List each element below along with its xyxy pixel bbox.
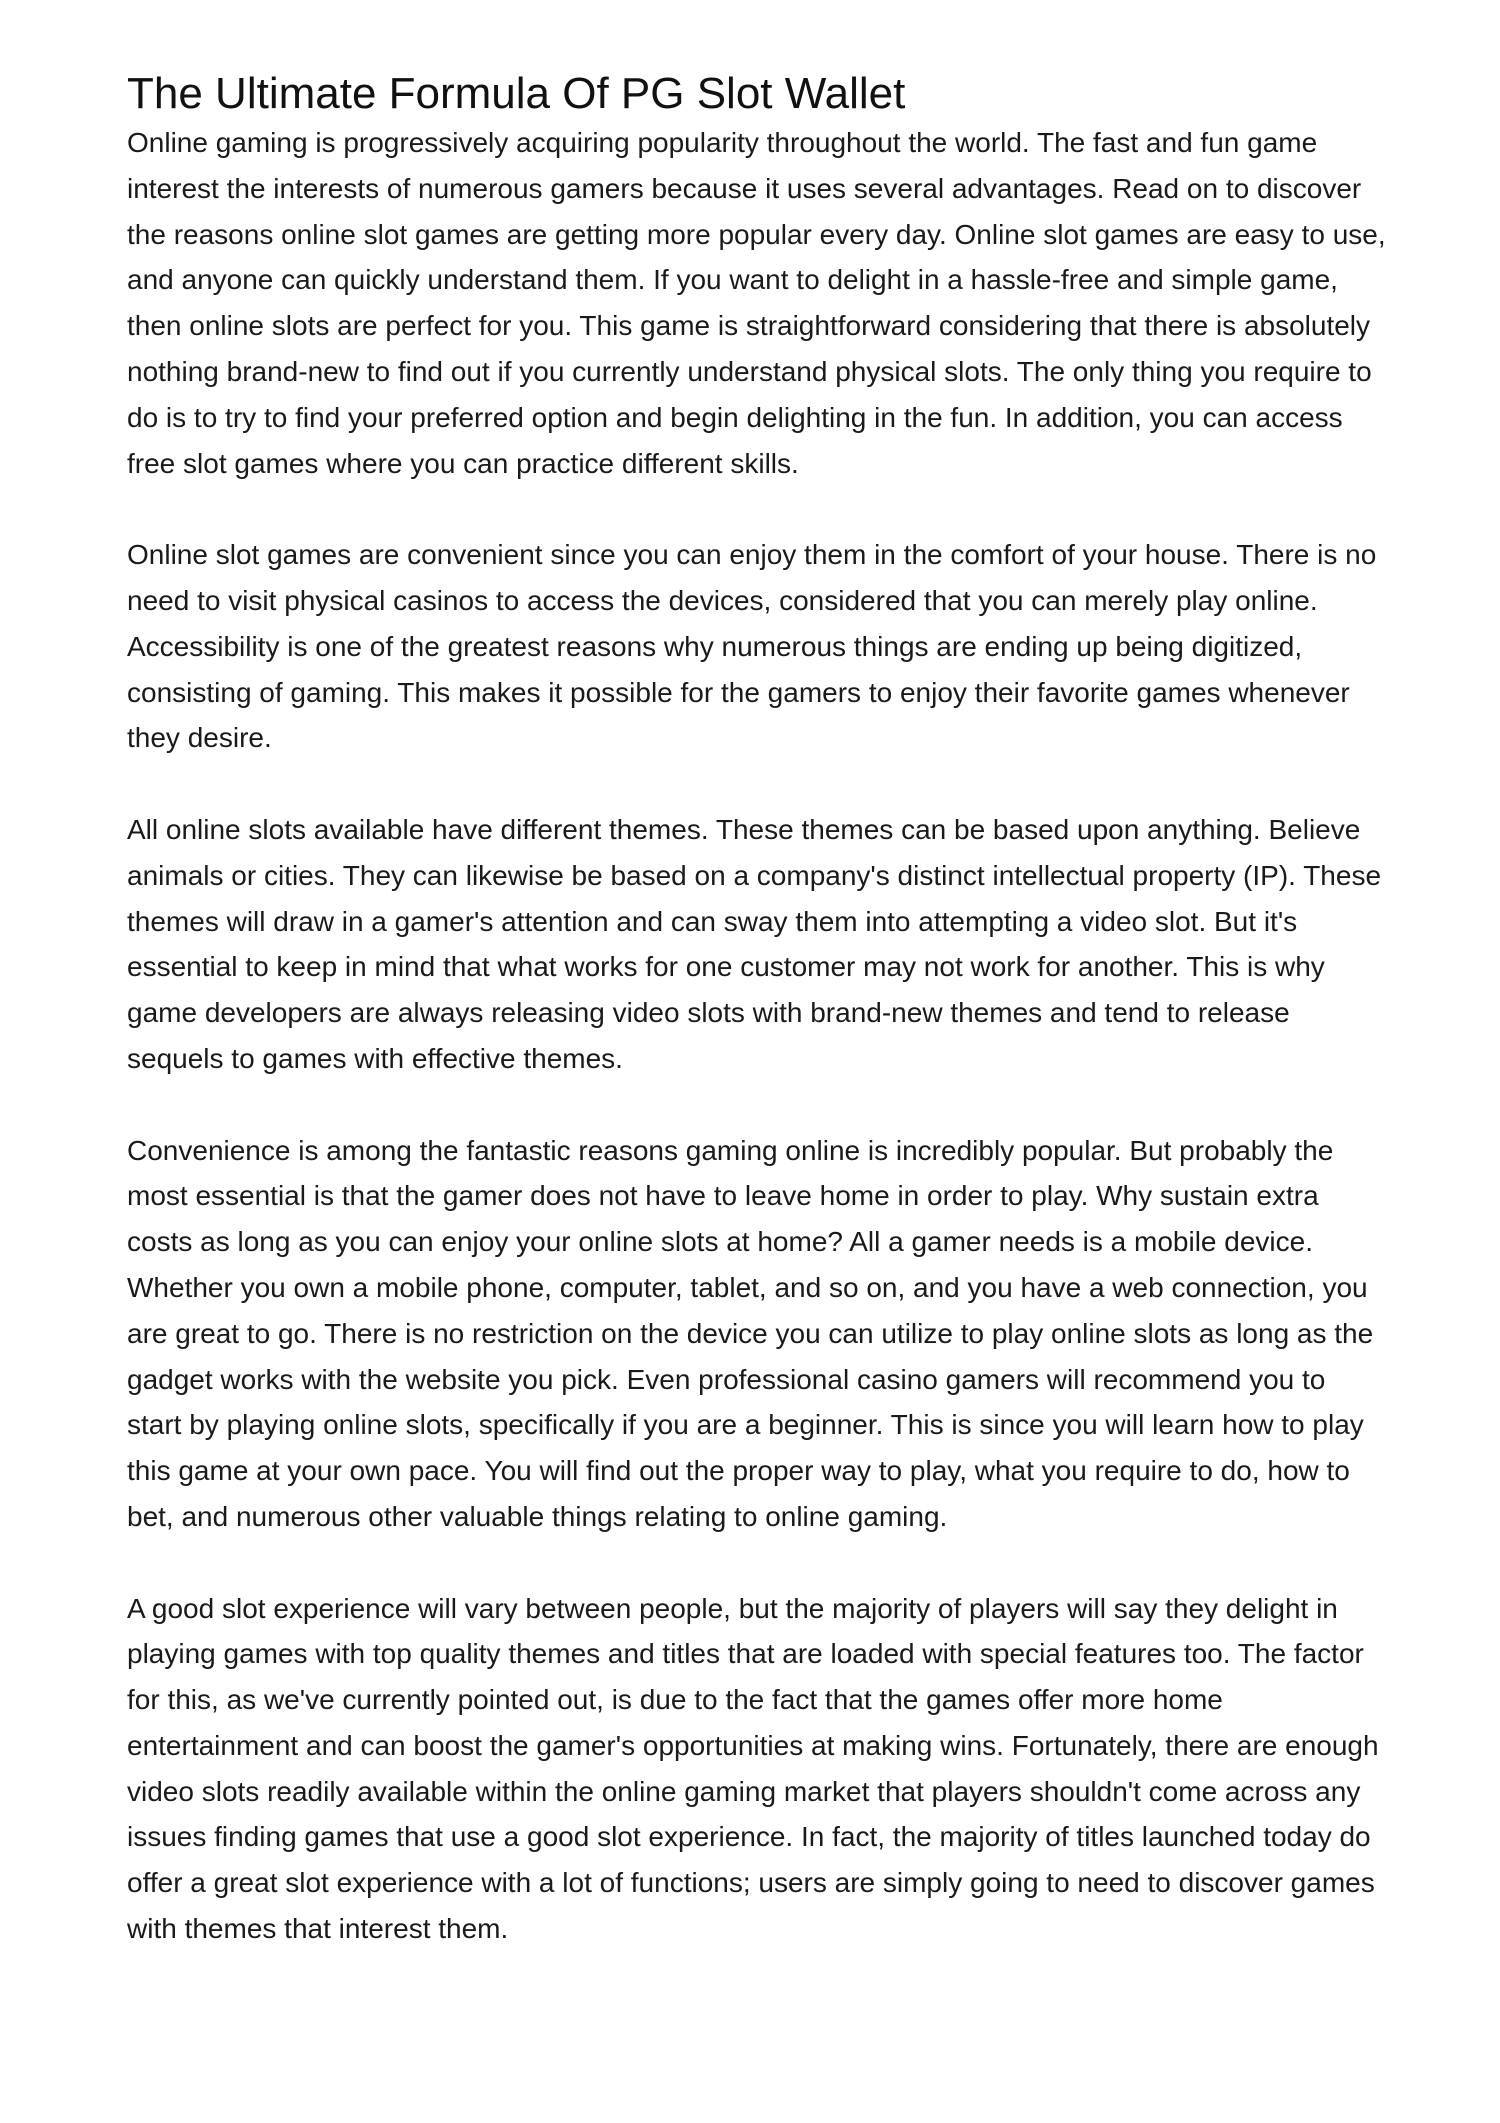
paragraph: Online gaming is progressively acquiring popularity throughout the world. The fast and fun game interest the interests of numerous gamers because it uses several advantages. Read on to discover the reasons online slot games are getting more popular every day. Online slot games are easy to use, and anyone can quickly understand them. If you want to delight in a hassle-free and simple game, then online slots are perfect for you. This game is straightforward considering that there is absolutely nothing brand-new to find out if you currently understand physical slots. The only thing you require to do is to try to find your preferred option and begin delighting in the fun. In addition, you can access free slot games where you can practice different skills.: [127, 127, 1386, 479]
page-title: The Ultimate Formula Of PG Slot Wallet: [127, 69, 906, 118]
paragraph: A good slot experience will vary between people, but the majority of players will say they delight in playing games with top quality themes and titles that are loaded with special features too. The factor for this, as we've currently pointed out, is due to the fact that the games offer more home entertainment and can boost the gamer's opportunities at making wins. Fortunately, there are enough video slots readily available within the online gaming market that players shouldn't come across any issues finding games that use a good slot experience. In fact, the majority of titles launched today do offer a great slot experience with a lot of functions; users are simply going to need to discover games with themes that interest them.: [127, 1592, 1379, 1945]
document-page: [127, 68, 1387, 1952]
paragraph: Convenience is among the fantastic reasons gaming online is incredibly popular. But probably the most essential is that the gamer does not have to leave home in order to play. Why sustain extra costs as long as you can enjoy your online slots at home? All a gamer needs is a mobile device. Whether you own a mobile phone, computer, tablet, and so on, and you have a web connection, you are great to go. There is no restriction on the device you can utilize to play online slots as long as the gadget works with the website you pick. Even professional casino gamers will recommend you to start by playing online slots, specifically if you are a beginner. This is since you will learn how to play this game at your own pace. You will find out the proper way to play, what you require to do, how to bet, and numerous other valuable things relating to online gaming.: [127, 1134, 1374, 1532]
paragraph: Online slot games are convenient since you can enjoy them in the comfort of your house. There is no need to visit physical casinos to access the devices, considered that you can merely play online. Accessibility is one of the greatest reasons why numerous things are ending up being digitized, consisting of gaming. This makes it possible for the gamers to enjoy their favorite games whenever they desire.: [127, 539, 1377, 754]
paragraph: All online slots available have different themes. These themes can be based upon anything. Believe animals or cities. They can likewise be based on a company's distinct intellectual property (IP). These themes will draw in a gamer's attention and can sway them into attempting a video slot. But it's essential to keep in mind that what works for one customer may not work for another. This is why game developers are always releasing video slots with brand-new themes and tend to release sequels to games with effective themes.: [127, 813, 1382, 1074]
